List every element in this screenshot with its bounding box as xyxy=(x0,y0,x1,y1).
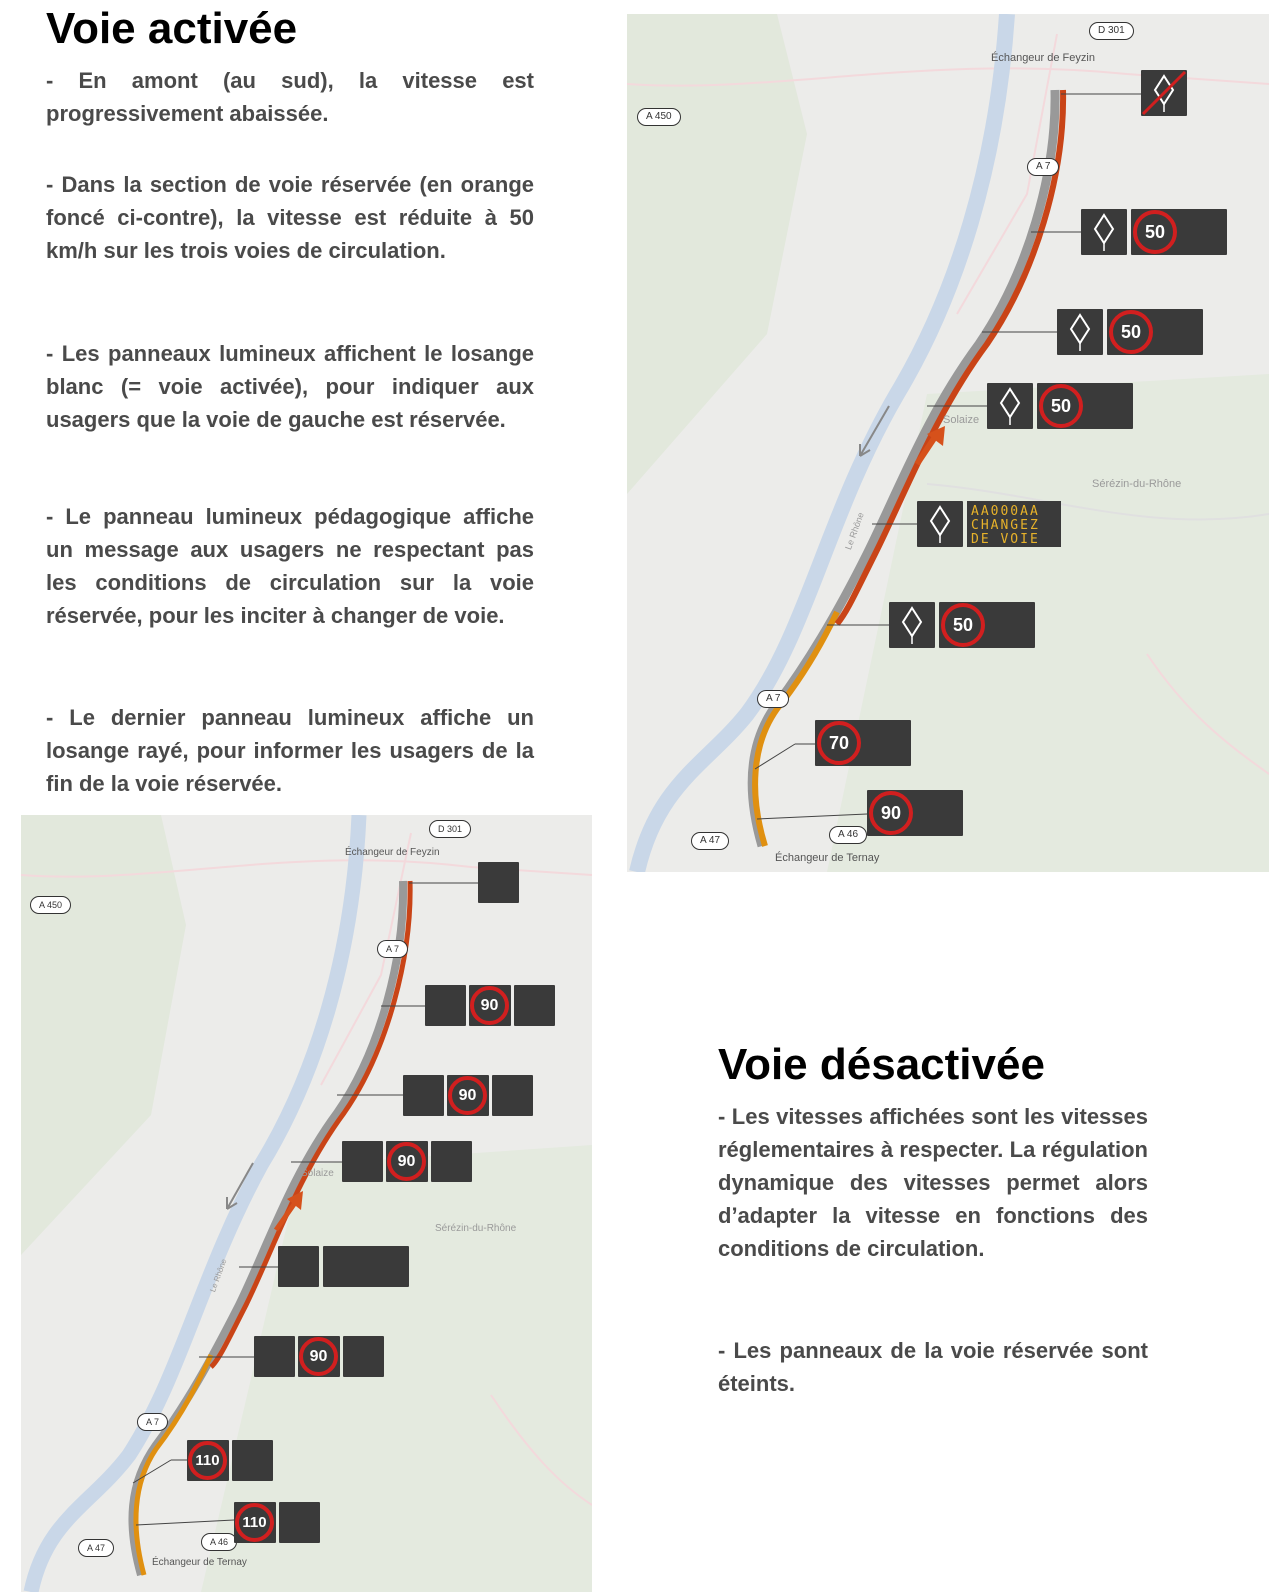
diamond-icon xyxy=(917,501,963,547)
place-solaize: Solaize xyxy=(943,414,980,426)
road-label-a47: A 47 xyxy=(78,1539,114,1557)
speed-limit-sign: 70 xyxy=(817,721,861,765)
road-label-a7-south: A 7 xyxy=(757,690,789,708)
title-voie-desactivee: Voie désactivée xyxy=(718,1040,1045,1089)
diamond-icon xyxy=(889,602,935,648)
place-solaize: Solaize xyxy=(301,1168,334,1179)
sign-speed-panel xyxy=(298,1336,340,1377)
place-echangeur-ternay: Échangeur de Ternay xyxy=(152,1557,247,1568)
sign-off xyxy=(478,862,519,903)
title-voie-activee: Voie activée xyxy=(46,4,298,53)
sign-speed-panel xyxy=(939,602,1035,648)
vms-off xyxy=(323,1246,409,1287)
sign-diamond xyxy=(917,501,963,547)
road-label-a7-north: A 7 xyxy=(1027,158,1059,176)
place-serezin-du-rhone: Sérézin-du-Rhône xyxy=(435,1223,517,1234)
green-area xyxy=(21,815,186,1255)
sign-speed-panel xyxy=(1107,309,1203,355)
map-activated-drawing xyxy=(627,14,1269,872)
road-label-d301: D 301 xyxy=(1089,22,1134,40)
speed-limit-sign: 50 xyxy=(1109,310,1153,354)
speed-limit-sign: 90 xyxy=(299,1337,338,1376)
sign-speed-panel xyxy=(447,1075,489,1116)
sign-off xyxy=(403,1075,444,1116)
road-label-a46: A 46 xyxy=(201,1533,237,1551)
speed-limit-sign: 50 xyxy=(1133,210,1177,254)
road-label-a450: A 450 xyxy=(637,108,681,126)
sign-diamond xyxy=(987,383,1033,429)
sign-speed-panel xyxy=(815,720,911,766)
sign-off xyxy=(425,985,466,1026)
map-deactivated xyxy=(21,815,592,1592)
deactivated-paragraph-1: - Les vitesses affichées sont les vitesses réglementaires à respecter. La régulation dynamique des vitesses permet alors d’adapter la vitesse en fonctions des conditions de circulation. xyxy=(718,1104,1148,1261)
sign-speed-panel xyxy=(1037,383,1133,429)
diamond-icon xyxy=(987,383,1033,429)
activated-paragraph-2: - Dans la section de voie réservée (en orange foncé ci-contre), la vitesse est réduite à 50 km/h sur les trois voies de circulation. xyxy=(46,172,534,263)
sign-diamond xyxy=(1081,209,1127,255)
speed-limit-sign: 50 xyxy=(941,603,985,647)
place-le-rhone: Le Rhône xyxy=(843,510,866,552)
road-label-d301: D 301 xyxy=(429,820,471,838)
sign-speed-panel xyxy=(234,1502,276,1543)
road-label-a450: A 450 xyxy=(30,896,71,914)
speed-limit-sign: 110 xyxy=(188,1441,227,1480)
place-echangeur-feyzin: Échangeur de Feyzin xyxy=(991,52,1095,64)
sign-off xyxy=(279,1502,320,1543)
sign-off xyxy=(514,985,555,1026)
sign-off xyxy=(278,1246,319,1287)
place-le-rhone: Le Rhône xyxy=(208,1257,229,1294)
activated-paragraph-3: - Les panneaux lumineux affichent le losange blanc (= voie activée), pour indiquer aux usagers que la voie de gauche est réservée. xyxy=(46,341,534,432)
activated-paragraph-1: - En amont (au sud), la vitesse est progressivement abaissée. xyxy=(46,68,534,126)
speed-limit-sign: 110 xyxy=(235,1503,274,1542)
sign-off xyxy=(431,1141,472,1182)
sign-diamond xyxy=(889,602,935,648)
deactivated-paragraph-2: - Les panneaux de la voie réservée sont éteints. xyxy=(718,1338,1148,1396)
map-deactivated-drawing xyxy=(21,815,592,1592)
sign-end-reserved-lane xyxy=(1141,70,1187,116)
road-label-a7-north: A 7 xyxy=(377,940,408,958)
map-activated xyxy=(627,14,1269,872)
sign-off xyxy=(342,1141,383,1182)
sign-speed-panel xyxy=(469,985,511,1026)
sign-speed-panel xyxy=(187,1440,229,1481)
speed-limit-sign: 90 xyxy=(387,1142,426,1181)
road-label-a47: A 47 xyxy=(691,832,729,850)
sign-off xyxy=(343,1336,384,1377)
road-label-a46: A 46 xyxy=(829,826,867,844)
sign-off xyxy=(492,1075,533,1116)
activated-paragraph-4: - Le panneau lumineux pédagogique affiche un message aux usagers ne respectant pas les conditions de circulation sur la voie réservée, pour les inciter à changer de voie. xyxy=(46,504,534,628)
speed-limit-sign: 50 xyxy=(1039,384,1083,428)
sign-off xyxy=(232,1440,273,1481)
place-serezin-du-rhone: Sérézin-du-Rhône xyxy=(1092,478,1182,490)
speed-limit-sign: 90 xyxy=(470,986,509,1025)
speed-limit-sign: 90 xyxy=(869,791,913,835)
sign-speed-panel xyxy=(1131,209,1227,255)
sign-diamond xyxy=(1057,309,1103,355)
variable-message-sign: AA000AA CHANGEZ DE VOIE xyxy=(967,501,1061,547)
road-label-a7-south: A 7 xyxy=(137,1413,168,1431)
sign-speed-panel xyxy=(867,790,963,836)
diamond-icon xyxy=(1081,209,1127,255)
place-echangeur-feyzin: Échangeur de Feyzin xyxy=(345,847,440,858)
crossed-diamond-icon xyxy=(1141,70,1187,116)
sign-off xyxy=(254,1336,295,1377)
sign-speed-panel xyxy=(386,1141,428,1182)
activated-paragraph-5: - Le dernier panneau lumineux affiche un losange rayé, pour informer les usagers de la fin de la voie réservée. xyxy=(46,705,534,796)
place-echangeur-ternay: Échangeur de Ternay xyxy=(775,852,880,864)
diamond-icon xyxy=(1057,309,1103,355)
speed-limit-sign: 90 xyxy=(448,1076,487,1115)
